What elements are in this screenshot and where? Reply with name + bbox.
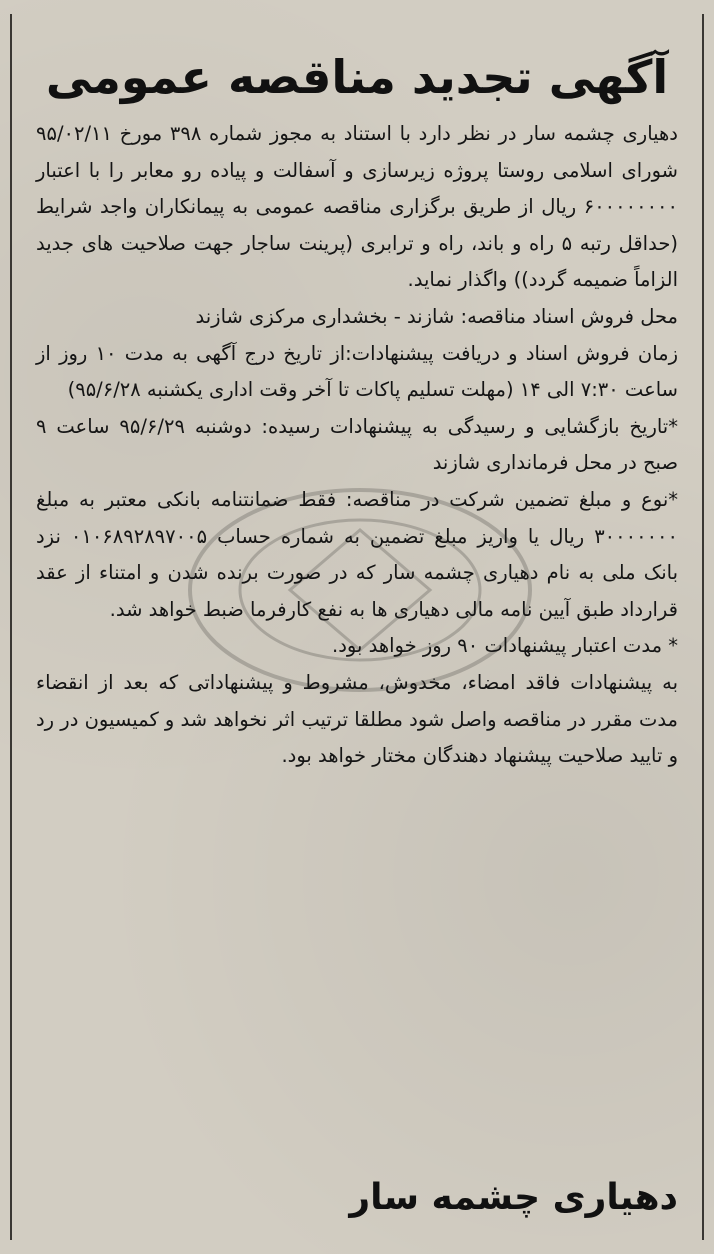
- paragraph-sale-time: زمان فروش اسناد و دریافت پیشنهادات:از تاریخ درج آگهی به مدت ۱۰ روز از ساعت ۷:۳۰ الی ۱۴ (مهلت تسلیم پاکات تا آخر وقت اداری یکشنبه ۹۵/۶/۲۸): [36, 341, 678, 402]
- paragraph-validity: * مدت اعتبار پیشنهادات ۹۰ روز خواهد بود.: [332, 634, 678, 658]
- notice-signature: دهیاری چشمه سار: [349, 1177, 678, 1218]
- paragraph-intro: دهیاری چشمه سار در نظر دارد با استناد به مجوز شماره ۳۹۸ مورخ ۹۵/۰۲/۱۱ شورای اسلامی روستا پروژه زیرسازی و آسفالت و پیاده رو معابر را با اعتبار ۶۰۰۰۰۰۰۰۰ ریال از طریق برگزاری مناقصه عمومی به پیمانکاران واجد شرایط (حداقل رتبه ۵ راه و باند، راه و ترابری (پرینت ساجار جهت صلاحیت های جدید الزاماً ضمیمه گردد)) واگذار نماید.: [36, 122, 678, 292]
- notice-body: [36, 116, 678, 775]
- paragraph-guarantee: *نوع و مبلغ تضمین شرکت در مناقصه: فقط ضمانتنامه بانکی معتبر به مبلغ ۳۰۰۰۰۰۰۰ ریال یا واریز مبلغ تضمین به شماره حساب ۰۱۰۶۸۹۲۸۹۷۰۰۵ نزد بانک ملی به نام دهیاری چشمه سار که در صورت برنده شدن و امتناء از عقد قرارداد طبق آیین نامه مالی دهیاری ها به نفع کارفرما ضبط خواهد شد.: [36, 487, 678, 621]
- paragraph-conditions: به پیشنهادات فاقد امضاء، مخدوش، مشروط و پیشنهاداتی که بعد از انقضاء مدت مقرر در مناقصه واصل شود مطلقا ترتیب اثر نخواهد شد و کمیسیون در رد و تایید صلاحیت پیشنهاد دهندگان مختار خواهد بود.: [36, 670, 678, 768]
- notice-title: آگهی تجدید مناقصه عمومی: [45, 50, 669, 104]
- paragraph-opening-date: *تاریخ بازگشایی و رسیدگی به پیشنهادات رسیده: دوشنبه ۹۵/۶/۲۹ ساعت ۹ صبح در محل فرمانداری شازند: [36, 414, 678, 475]
- paragraph-sale-location: محل فروش اسناد مناقصه: شازند - بخشداری مرکزی شازند: [195, 304, 678, 328]
